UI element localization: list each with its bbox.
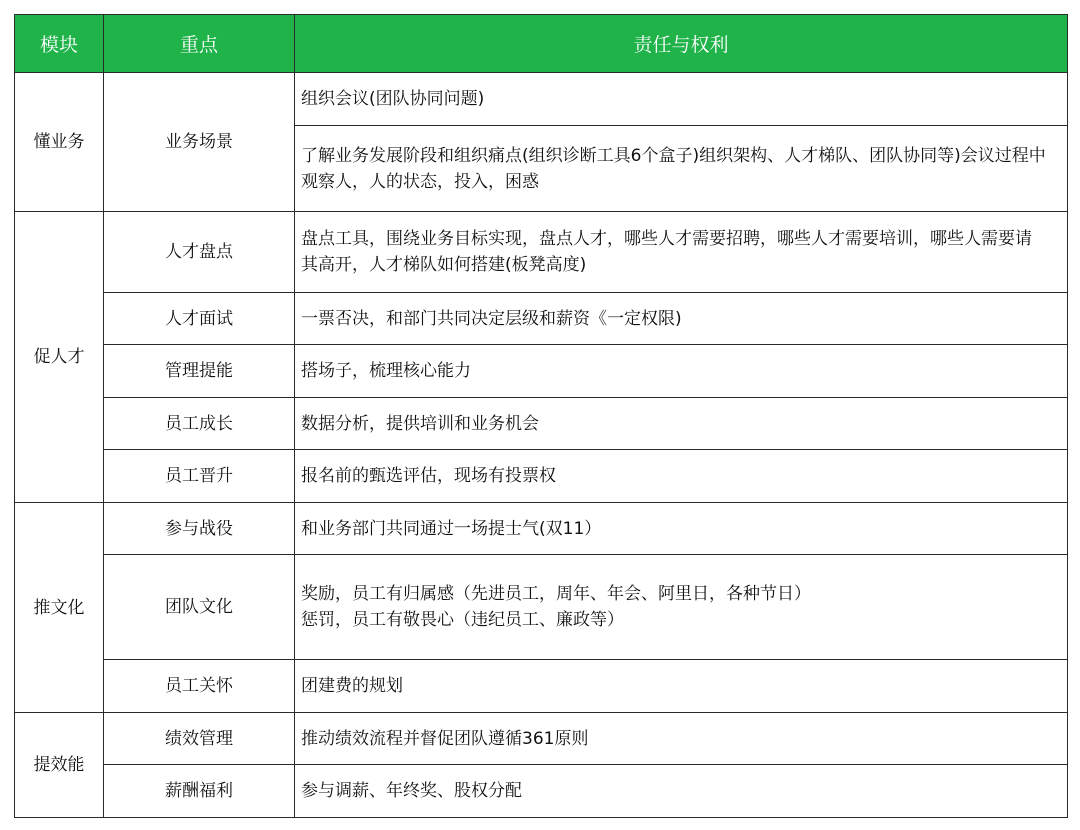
- table-row: [15, 660, 1068, 713]
- responsibility-cell: [295, 345, 1068, 398]
- header-focus: 重点: [104, 15, 295, 73]
- responsibility-cell: [295, 126, 1068, 212]
- module-cell: 促人才: [15, 212, 104, 503]
- table-row: [15, 713, 1068, 765]
- focus-cell: 薪酬福利: [104, 765, 295, 818]
- focus-cell: 员工关怀: [104, 660, 295, 713]
- focus-cell: 团队文化: [104, 555, 295, 660]
- responsibility-cell: [295, 73, 1068, 126]
- module-cell: 懂业务: [15, 73, 104, 212]
- table-row: [15, 555, 1068, 660]
- responsibility-line: 惩罚，员工有敬畏心（违纪员工、廉政等）: [301, 610, 624, 630]
- responsibility-line: 和业务部门共同通过一场提士气(双11）: [301, 518, 602, 539]
- responsibility-cell: [295, 765, 1068, 818]
- table-row: [15, 293, 1068, 345]
- responsibility-line: 其高开，人才梯队如何搭建(板凳高度): [301, 255, 587, 275]
- responsibility-cell: [295, 450, 1068, 503]
- responsibility-cell: [295, 660, 1068, 713]
- responsibility-line: 数据分析，提供培训和业务机会: [301, 413, 539, 434]
- module-cell: 推文化: [15, 503, 104, 713]
- responsibility-cell: [295, 503, 1068, 555]
- module-cell: 提效能: [15, 713, 104, 818]
- table-row: [15, 398, 1068, 450]
- header-responsibility: 责任与权利: [295, 15, 1068, 73]
- responsibility-line: 了解业务发展阶段和组织痛点(组织诊断工具6个盒子)组织架构、人才梯队、团队协同等)会议过程中: [301, 145, 1046, 166]
- focus-cell: 管理提能: [104, 345, 295, 398]
- responsibility-line: 盘点工具，围绕业务目标实现，盘点人才，哪些人才需要招聘，哪些人才需要培训，哪些人需要请: [301, 229, 1032, 249]
- focus-cell: 参与战役: [104, 503, 295, 555]
- responsibility-line: 团建费的规划: [301, 676, 403, 696]
- responsibility-line: 组织会议(团队协同问题): [301, 89, 485, 109]
- table-header-row: [15, 15, 1068, 73]
- focus-cell: 人才面试: [104, 293, 295, 345]
- responsibility-line: 推动绩效流程并督促团队遵循361原则: [301, 728, 589, 749]
- responsibility-line: 观察人，人的状态，投入，困惑: [301, 171, 539, 192]
- table-row: [15, 450, 1068, 503]
- responsibility-cell: [295, 555, 1068, 660]
- responsibility-table-container: [14, 14, 1067, 818]
- responsibility-cell: [295, 713, 1068, 765]
- table-row: [15, 765, 1068, 818]
- table-row: [15, 73, 1068, 126]
- responsibility-cell: [295, 212, 1068, 293]
- focus-cell: 业务场景: [104, 73, 295, 212]
- focus-cell: 员工成长: [104, 398, 295, 450]
- responsibility-line: 奖励，员工有归属感（先进员工，周年、年会、阿里日，各种节日）: [301, 584, 811, 604]
- responsibility-line: 一票否决，和部门共同决定层级和薪资《一定权限): [301, 308, 682, 329]
- focus-cell: 绩效管理: [104, 713, 295, 765]
- focus-cell: 员工晋升: [104, 450, 295, 503]
- table-row: [15, 345, 1068, 398]
- table-row: [15, 503, 1068, 555]
- responsibility-line: 报名前的甄选评估，现场有投票权: [301, 466, 556, 486]
- header-module: 模块: [15, 15, 104, 73]
- responsibility-line: 参与调薪、年终奖、股权分配: [301, 781, 522, 801]
- focus-cell: 人才盘点: [104, 212, 295, 293]
- responsibility-cell: [295, 293, 1068, 345]
- responsibility-cell: [295, 398, 1068, 450]
- responsibility-table: [14, 14, 1068, 818]
- responsibility-line: 搭场子，梳理核心能力: [301, 361, 471, 381]
- table-row: [15, 212, 1068, 293]
